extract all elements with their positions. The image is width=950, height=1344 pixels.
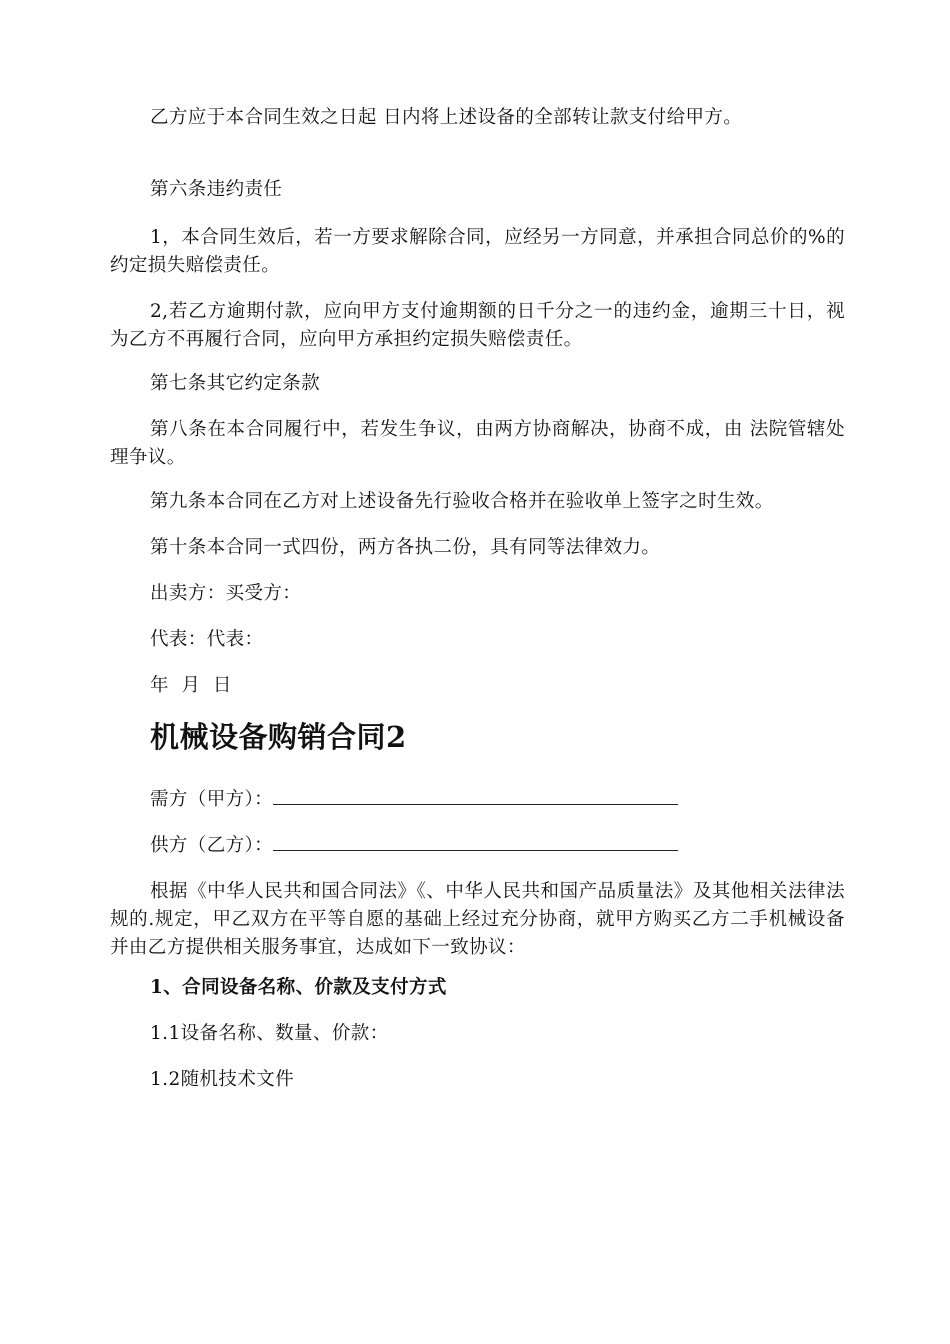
- supplier-name-blank: [273, 832, 678, 851]
- section-1-1: 1.1设备名称、数量、价款：: [150, 1023, 389, 1044]
- breach-clause-2: 2,若乙方逾期付款，应向甲方支付逾期额的日千分之一的违约金，逾期三十日，视为乙方不再履行合同，应向甲方承担约定损失赔偿责任。: [110, 301, 845, 350]
- buyer-label: 需方（甲方）：: [150, 789, 274, 810]
- contract-2-title: 机械设备购销合同2: [150, 720, 407, 754]
- buyer-name-blank: [273, 786, 678, 805]
- article-9-paragraph: 第九条本合同在乙方对上述设备先行验收合格并在验收单上签字之时生效。: [150, 491, 774, 512]
- supplier-line: [150, 832, 678, 860]
- article-8-paragraph: 第八条在本合同履行中，若发生争议，由两方协商解决，协商不成，由 法院管辖处理争议。: [110, 419, 845, 468]
- parties-line: 出卖方：买受方：: [150, 583, 302, 604]
- date-line: 年 月 日: [150, 675, 232, 696]
- buyer-line: [150, 786, 678, 814]
- representatives-line: 代表：代表：: [150, 629, 264, 650]
- article-7-heading: 第七条其它约定条款: [150, 373, 321, 394]
- supplier-label: 供方（乙方）：: [150, 835, 274, 856]
- article-6-heading: 第六条违约责任: [150, 179, 283, 200]
- payment-paragraph: 乙方应于本合同生效之日起 日内将上述设备的全部转让款支付给甲方。: [150, 107, 743, 128]
- article-10-paragraph: 第十条本合同一式四份，两方各执二份，具有同等法律效力。: [150, 537, 661, 558]
- breach-clause-1: 1，本合同生效后，若一方要求解除合同，应经另一方同意，并承担合同总价的%的约定损失赔偿责任。: [110, 227, 845, 276]
- intro-paragraph: 根据《中华人民共和国合同法》《、中华人民共和国产品质量法》及其他相关法律法规的.规定，甲乙双方在平等自愿的基础上经过充分协商，就甲方购买乙方二手机械设备并由乙方提供相关服务事宜，达成如下一致协议：: [110, 881, 845, 958]
- section-1-heading: 1、合同设备名称、价款及支付方式: [150, 977, 447, 998]
- section-1-2: 1.2随机技术文件: [150, 1069, 295, 1090]
